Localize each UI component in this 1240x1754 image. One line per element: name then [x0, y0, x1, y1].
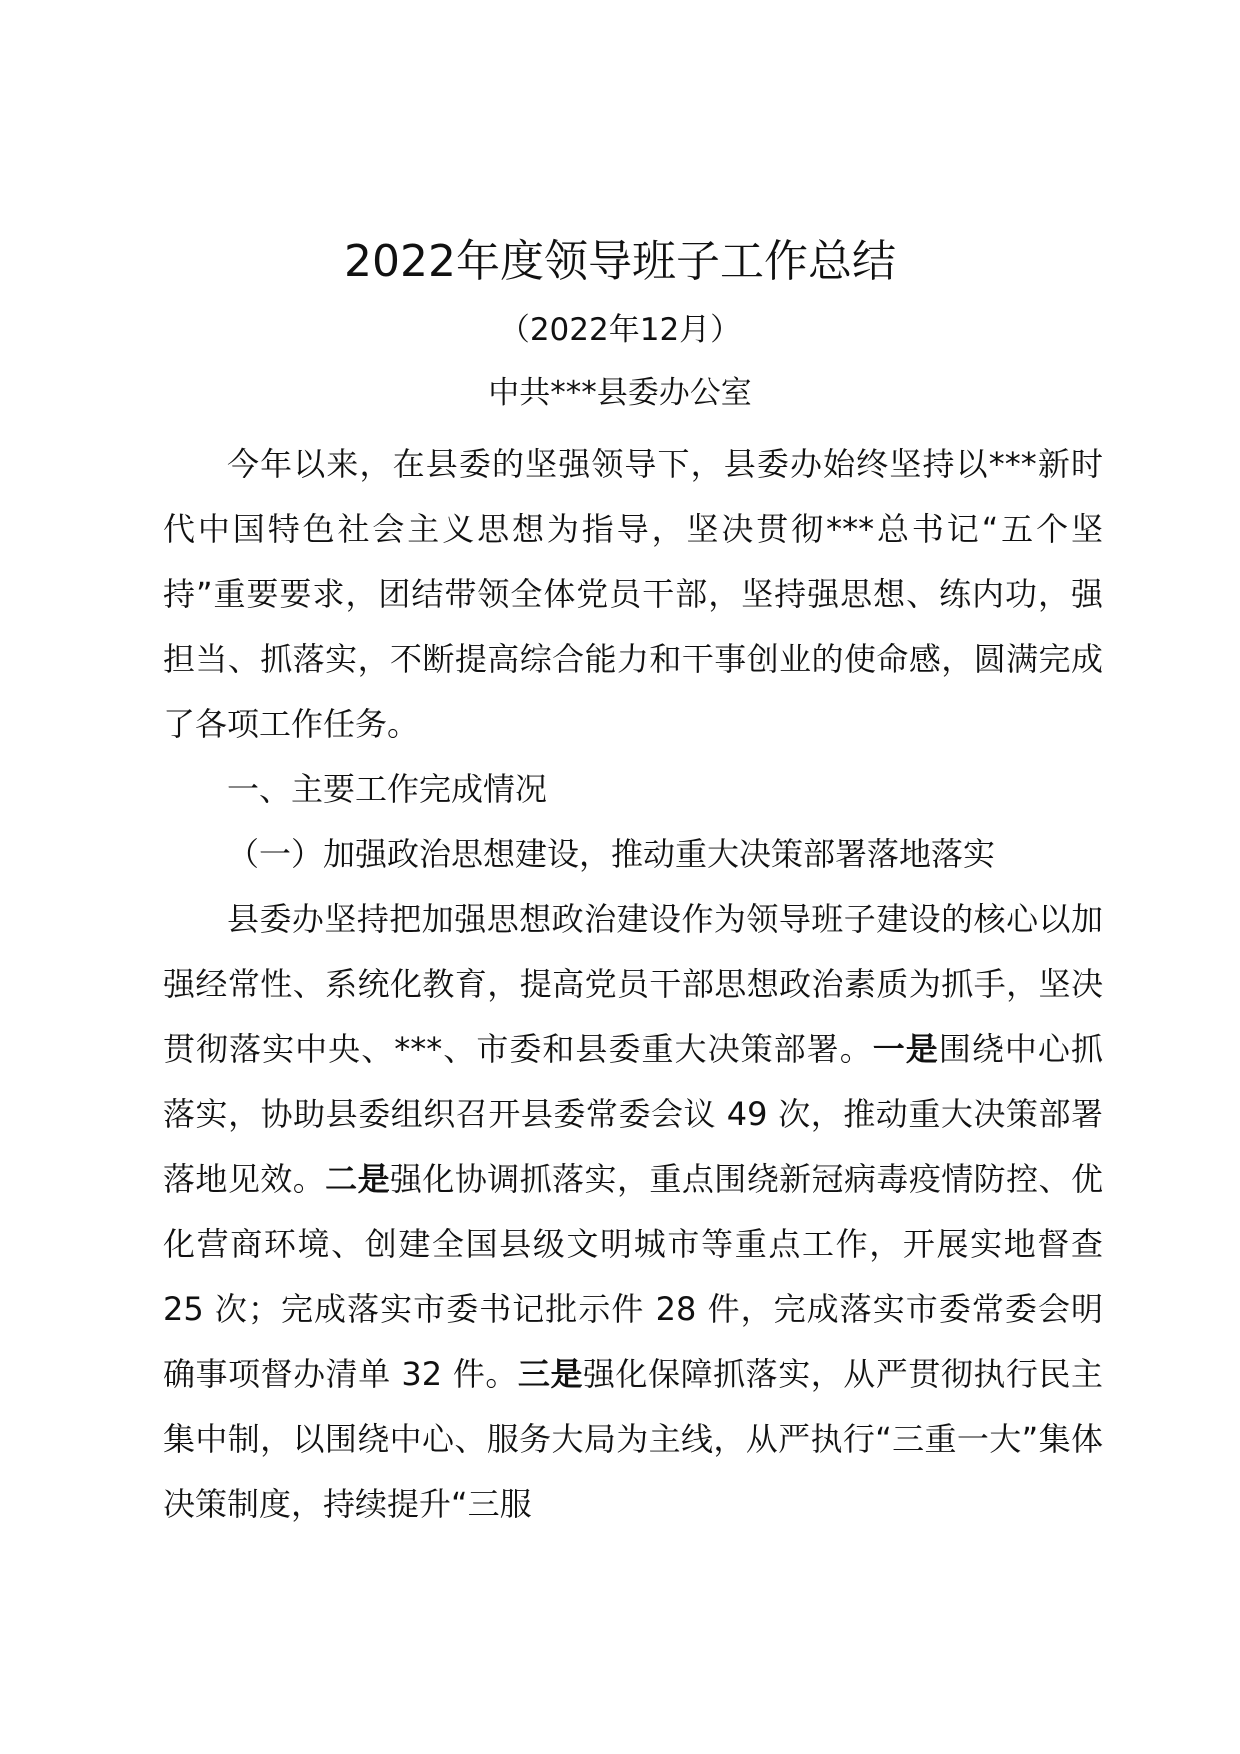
paragraph-text: 强化保障抓落实，从严贯彻执行民主集中制，以围绕中心、服务大局为主线，从严执行“三重一大”集体决策制度，持续提升“三服: [163, 1355, 1103, 1523]
document-body: [163, 432, 1103, 1537]
section-heading: 一、主要工作完成情况: [227, 770, 548, 808]
emphasis-text: 三是: [517, 1355, 583, 1393]
paragraph-text: 围绕中心抓落实，协助县委组织召开县委常委会议 49 次，推动重大决策部署落地见效。: [163, 1030, 1103, 1198]
document-author: 中共***县委办公室: [488, 375, 752, 411]
subsection-heading: （一）加强政治思想建设，推动重大决策部署落地落实: [227, 835, 996, 873]
paragraph-text: 强化协调抓落实，重点围绕新冠病毒疫情防控、优化营商环境、创建全国县级文明城市等重点工作，开展实地督查 25 次；完成落实市委书记批示件 28 件，完成落实市委常委会明确事项督办清单 32 件。: [163, 1160, 1103, 1393]
emphasis-text: 一是: [872, 1030, 939, 1068]
intro-paragraph: 今年以来，在县委的坚强领导下，县委办始终坚持以***新时代中国特色社会主义思想为指导，坚决贯彻***总书记“五个坚持”重要要求，团结带领全体党员干部，坚持强思想、练内功，强担当、抓落实，不断提高综合能力和干事创业的使命感，圆满完成了各项工作任务。: [163, 445, 1103, 743]
document-date: （2022年12月）: [498, 312, 742, 348]
emphasis-text: 二是: [325, 1160, 390, 1198]
document-title: 2022年度领导班子工作总结: [344, 236, 896, 287]
paragraph-text: 县委办坚持把加强思想政治建设作为领导班子建设的核心以加强经常性、系统化教育，提高党员干部思想政治素质为抓手，坚决贯彻落实中央、***、市委和县委重大决策部署。: [163, 900, 1103, 1068]
body-paragraph: [163, 887, 1103, 1537]
